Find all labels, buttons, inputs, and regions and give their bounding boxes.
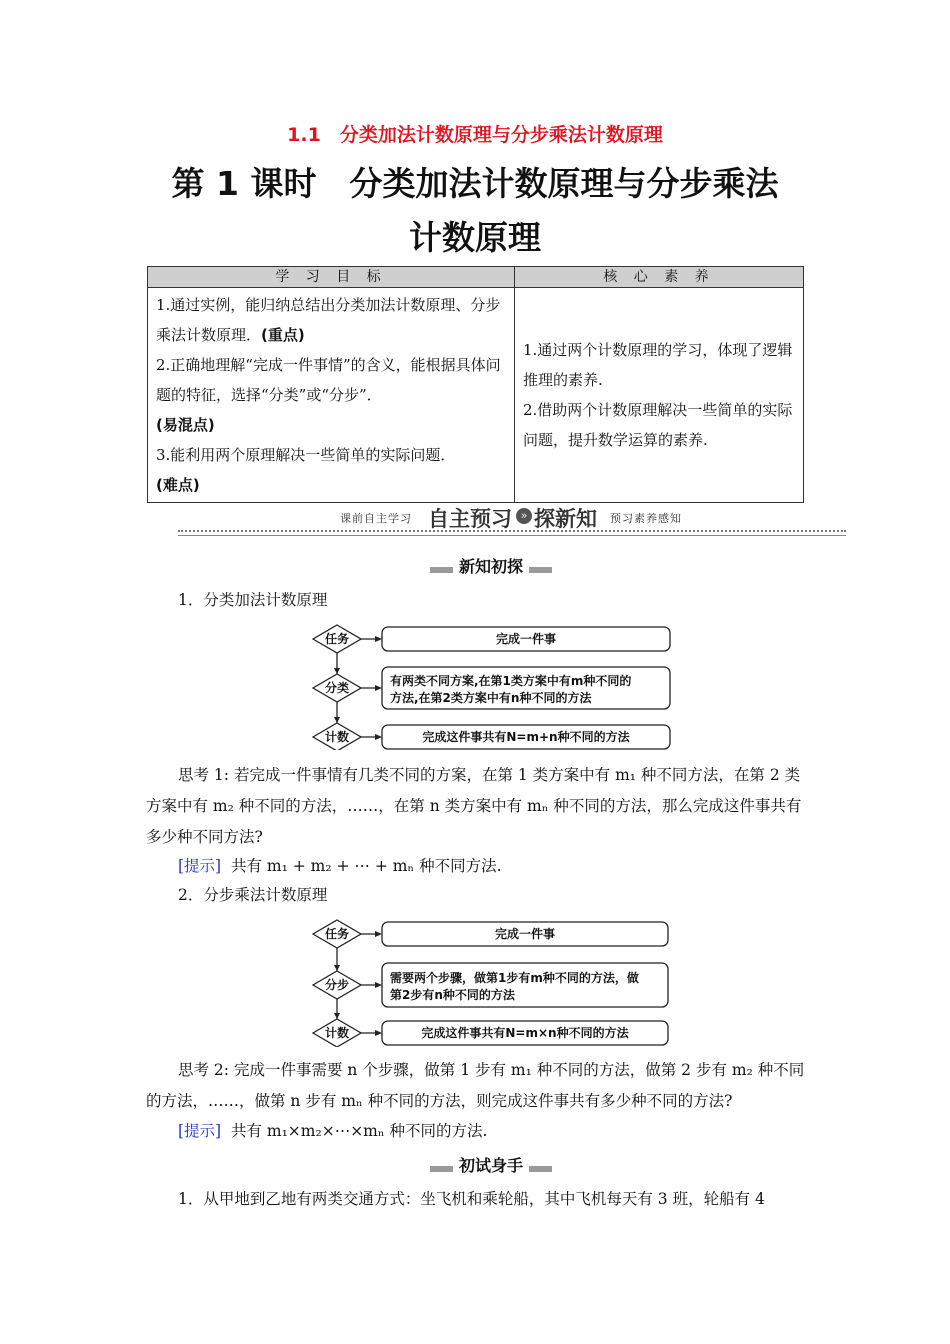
goal-3: 3.能利用两个原理解决一些简单的实际问题． [156,446,456,464]
hint-1-label: [提示] [178,857,222,875]
hint-1 [178,851,502,882]
section-banner [178,505,846,537]
flow2-label-task: 任务 [324,927,350,941]
page-title-line1: 第 1 课时 分类加法计数原理与分步乘法 [171,164,779,203]
flow2-label-step: 分步 [324,978,350,992]
hint-2 [178,1116,487,1147]
flow2-box2-line2: 第2步有n种不同的方法 [390,988,515,1002]
core-cell [515,288,804,503]
exercise-1: 1．从甲地到乙地有两类交通方式：坐飞机和乘轮船，其中飞机每天有 3 班，轮船有 4 [178,1190,765,1208]
core-header: 核 心 素 养 [515,267,804,288]
flow1-box1-text: 完成一件事 [495,632,557,646]
core-2: 2.借助两个计数原理解决一些简单的实际问题，提升数学运算的素养. [523,401,793,449]
banner-right-small: 预习素养感知 [610,512,682,525]
think-2: 思考 2: 完成一件事需要 n 个步骤，做第 1 步有 m₁ 种不同的方法，做第 2 步有 m₂ 种不同的方法，……，做第 n 步有 mₙ 种不同的方法，则完成这件事共有多少种不同的方法? [146,1061,805,1110]
flow2-box1-text: 完成一件事 [494,927,556,941]
item-2-title: 2．分步乘法计数原理 [178,886,328,904]
goals-header: 学 习 目 标 [148,267,515,288]
flow-chart-addition [312,624,674,750]
goal-3-tag: (难点) [156,476,200,494]
think-1: 思考 1: 若完成一件事情有几类不同的方案，在第 1 类方案中有 m₁ 种不同方法，在第 2 类方案中有 m₂ 种不同的方法，……，在第 n 类方案中有 mₙ 种不同的方法，那么完成这件事共有多少种不同方法? [146,766,802,846]
flow1-label-task: 任务 [324,632,350,646]
goal-2-tag: (易混点) [156,416,215,434]
flow2-box3-text: 完成这件事共有N=m×n种不同的方法 [421,1026,629,1040]
hint-1-text: 共有 m₁ + m₂ + ⋯ + mₙ 种不同方法. [230,857,502,875]
goal-1-tag: (重点) [261,326,305,344]
goals-table [147,266,804,503]
flow-chart-multiplication [312,919,674,1047]
new-knowledge-tag: 新知初探 [430,556,552,578]
flow1-box3-text: 完成这件事共有N=m+n种不同的方法 [422,730,630,744]
flow1-box2-line1: 有两类不同方案,在第1类方案中有m种不同的 [390,674,632,688]
flow2-box2-line1: 需要两个步骤，做第1步有m种不同的方法，做 [390,971,639,985]
flow2-label-count: 计数 [324,1026,350,1040]
banner-arrow-icon: » [516,508,532,524]
flow1-label-classify: 分类 [324,681,350,695]
goal-2: 2.正确地理解“完成一件事情”的含义，能根据具体问题的特征，选择“分类”或“分步”． [156,356,501,404]
page-title-line2: 计数原理 [409,218,541,257]
goal-1: 1.通过实例，能归纳总结出分类加法计数原理、分步乘法计数原理． [156,296,501,344]
banner-left-small: 课前自主学习 [340,512,412,525]
core-1: 1.通过两个计数原理的学习，体现了逻辑推理的素养. [523,341,793,389]
first-try-tag: 初试身手 [430,1155,552,1177]
hint-2-text: 共有 m₁×m₂×⋯×mₙ 种不同的方法. [230,1122,488,1140]
banner-big-right: 探新知 [534,507,597,531]
section-title: 1.1 分类加法计数原理与分步乘法计数原理 [287,124,663,146]
banner-big-left: 自主预习 [428,507,512,531]
goals-cell [148,288,515,503]
item-1-title: 1．分类加法计数原理 [178,591,328,609]
flow1-box2-line2: 方法,在第2类方案中有n种不同的方法 [390,691,592,705]
hint-2-label: [提示] [178,1122,222,1140]
flow1-label-count: 计数 [324,730,350,744]
